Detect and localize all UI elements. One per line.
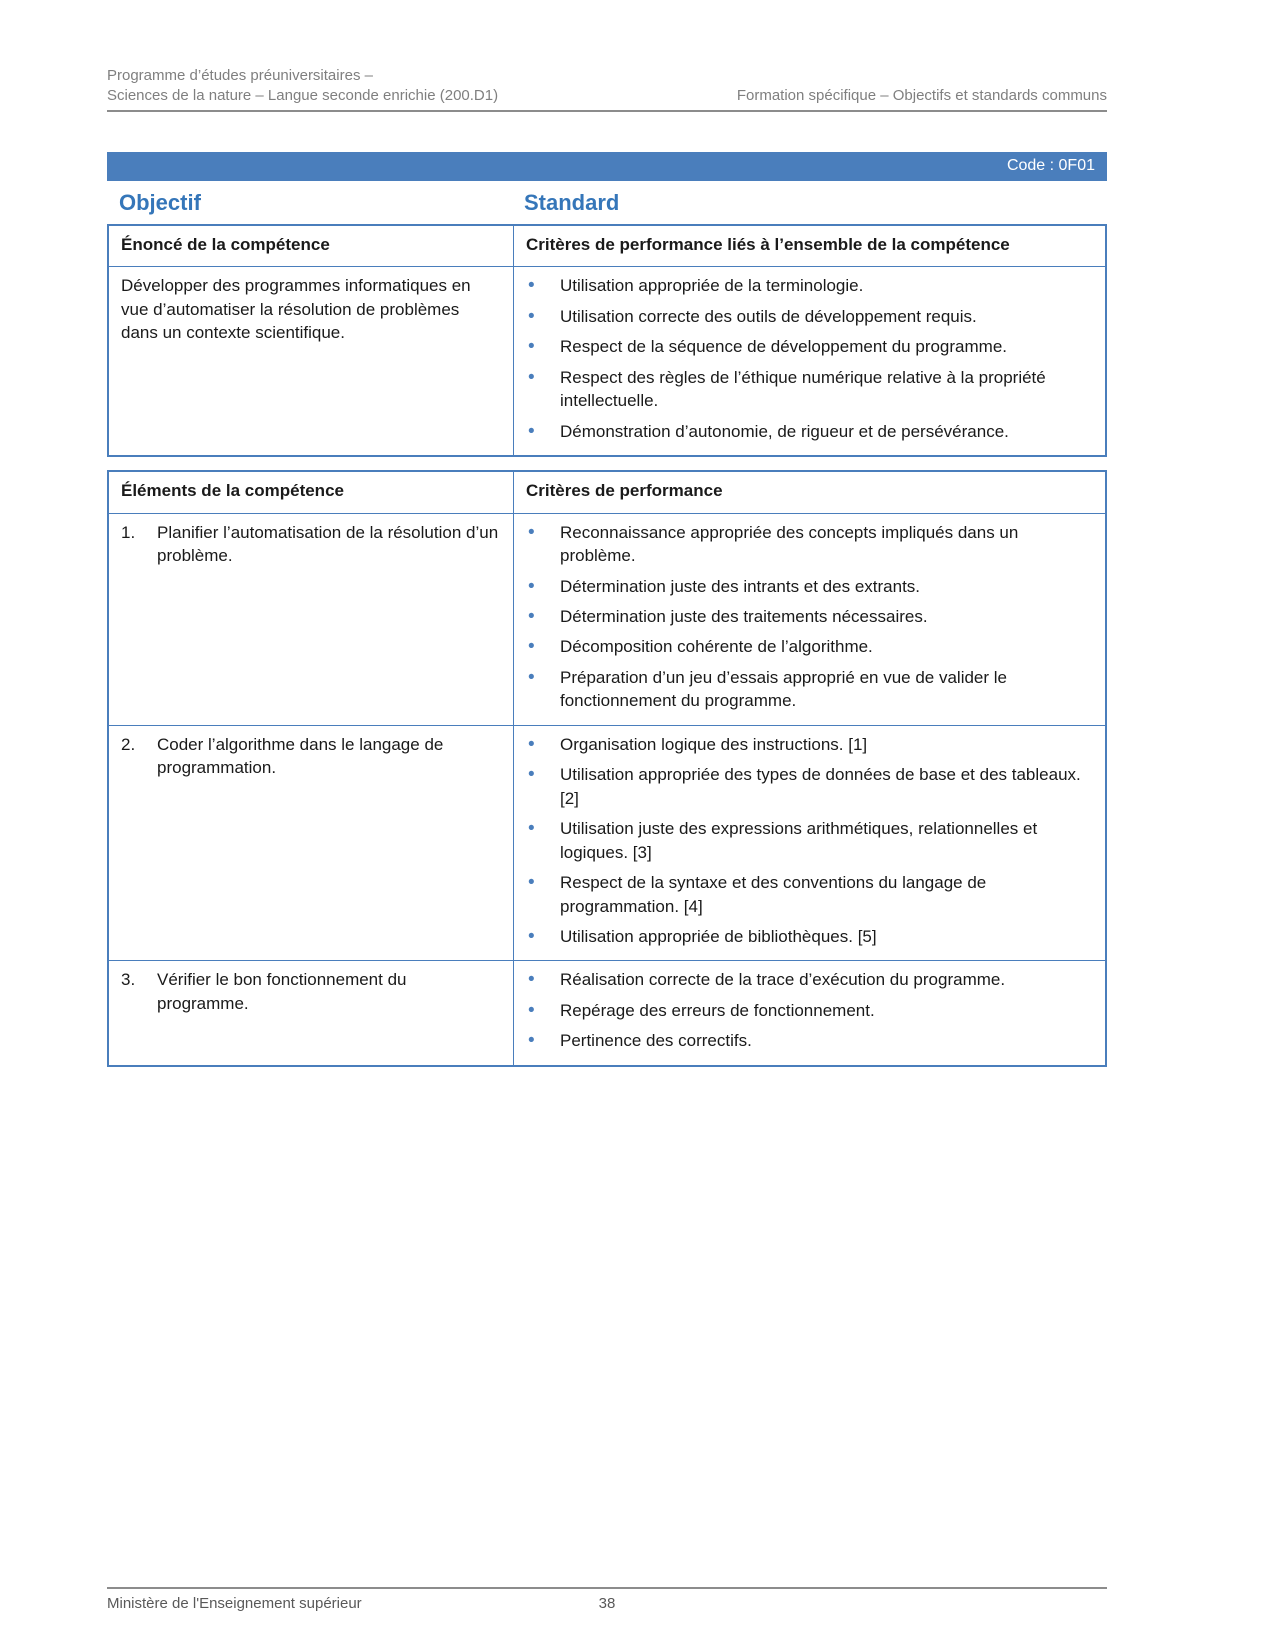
standard-title: Standard bbox=[524, 190, 620, 215]
element-row-2 bbox=[109, 725, 1105, 961]
bullet-item: • Respect de la syntaxe et des conventions du langage de programmation. [4] bbox=[526, 871, 1091, 918]
elements-table-header bbox=[109, 472, 1105, 512]
bullet-item: • Détermination juste des intrants et des extrants. bbox=[526, 575, 1091, 598]
competence-criteria-list bbox=[526, 274, 1091, 443]
element-1-label bbox=[121, 521, 499, 568]
element-2-criteria-list bbox=[526, 733, 1091, 949]
element-number: 2. bbox=[121, 734, 136, 754]
bullet-item: • Détermination juste des traitements nécessaires. bbox=[526, 605, 1091, 628]
element-text: Planifier l’automatisation de la résolution d’un problème. bbox=[157, 522, 499, 566]
element-3-criteria-cell bbox=[514, 961, 1105, 1064]
elements-table bbox=[107, 470, 1107, 1067]
running-header-right: Formation spécifique – Objectifs et standards communs bbox=[736, 86, 1107, 104]
bullet-item: • Respect de la séquence de développement du programme. bbox=[526, 335, 1091, 358]
element-1-criteria-list bbox=[526, 521, 1091, 713]
running-header-left-line1: Programme d’études préuniversitaires – bbox=[107, 67, 373, 84]
bullet-item: • Décomposition cohérente de l’algorithme. bbox=[526, 635, 1091, 658]
competence-table-header bbox=[109, 226, 1105, 266]
objectif-title: Objectif bbox=[119, 190, 201, 215]
element-number: 1. bbox=[121, 522, 136, 542]
elements-header-left: Éléments de la compétence bbox=[109, 472, 514, 512]
bullet-item: • Organisation logique des instructions. [1] bbox=[526, 733, 1091, 756]
element-2-label bbox=[121, 733, 499, 780]
element-text: Vérifier le bon fonctionnement du programme. bbox=[157, 970, 407, 1013]
running-header bbox=[107, 66, 1107, 112]
element-1-criteria-cell bbox=[514, 514, 1105, 725]
bullet-item: • Utilisation appropriée des types de données de base et des tableaux. [2] bbox=[526, 763, 1091, 810]
element-2-label-cell bbox=[109, 726, 514, 961]
element-3-criteria-list bbox=[526, 968, 1091, 1052]
bullet-item: • Pertinence des correctifs. bbox=[526, 1029, 1091, 1052]
running-footer bbox=[107, 1587, 1107, 1612]
running-header-left bbox=[107, 66, 498, 105]
element-1-label-cell bbox=[109, 514, 514, 725]
competence-table bbox=[107, 224, 1107, 457]
competence-table-body bbox=[109, 266, 1105, 455]
element-row-3 bbox=[109, 960, 1105, 1064]
element-2-criteria-cell bbox=[514, 726, 1105, 961]
bullet-item: • Démonstration d’autonomie, de rigueur et de persévérance. bbox=[526, 420, 1091, 443]
element-text: Coder l’algorithme dans le langage de programmation. bbox=[157, 734, 444, 778]
element-number: 3. bbox=[121, 970, 136, 990]
bullet-item: • Utilisation correcte des outils de développement requis. bbox=[526, 305, 1091, 328]
elements-header-right: Critères de performance bbox=[526, 481, 723, 501]
column-titles bbox=[107, 181, 1107, 224]
bullet-item: • Utilisation appropriée de bibliothèques. [5] bbox=[526, 925, 1091, 948]
competence-header-left: Énoncé de la compétence bbox=[109, 226, 514, 266]
bullet-item: • Réalisation correcte de la trace d’exécution du programme. bbox=[526, 968, 1091, 991]
footer-ministry: Ministère de l'Enseignement supérieur bbox=[107, 1595, 362, 1612]
element-3-label-cell bbox=[109, 961, 514, 1064]
bullet-item: • Repérage des erreurs de fonctionnement. bbox=[526, 999, 1091, 1022]
element-3-label bbox=[121, 968, 499, 1015]
bullet-item: • Préparation d’un jeu d’essais approprié en vue de valider le fonctionnement du programme. bbox=[526, 666, 1091, 713]
code-bar: Code : 0F01 bbox=[107, 152, 1107, 181]
bullet-item: • Utilisation appropriée de la terminologie. bbox=[526, 274, 1091, 297]
page-number: 38 bbox=[598, 1595, 616, 1612]
element-row-1 bbox=[109, 513, 1105, 725]
competence-statement: Développer des programmes informatiques en vue d’automatiser la résolution de problèmes dans un contexte scientifique. bbox=[109, 267, 514, 455]
bullet-item: • Utilisation juste des expressions arithmétiques, relationnelles et logiques. [3] bbox=[526, 817, 1091, 864]
running-header-left-line2: Sciences de la nature – Langue seconde enrichie (200.D1) bbox=[107, 86, 499, 104]
competence-criteria-cell bbox=[514, 267, 1105, 455]
running-footer-inner bbox=[107, 1595, 1107, 1612]
competence-header-right: Critères de performance liés à l’ensemble de la compétence bbox=[526, 235, 1010, 254]
bullet-item: • Respect des règles de l’éthique numérique relative à la propriété intellectuelle. bbox=[526, 366, 1091, 413]
bullet-item: • Reconnaissance appropriée des concepts impliqués dans un problème. bbox=[526, 521, 1091, 568]
